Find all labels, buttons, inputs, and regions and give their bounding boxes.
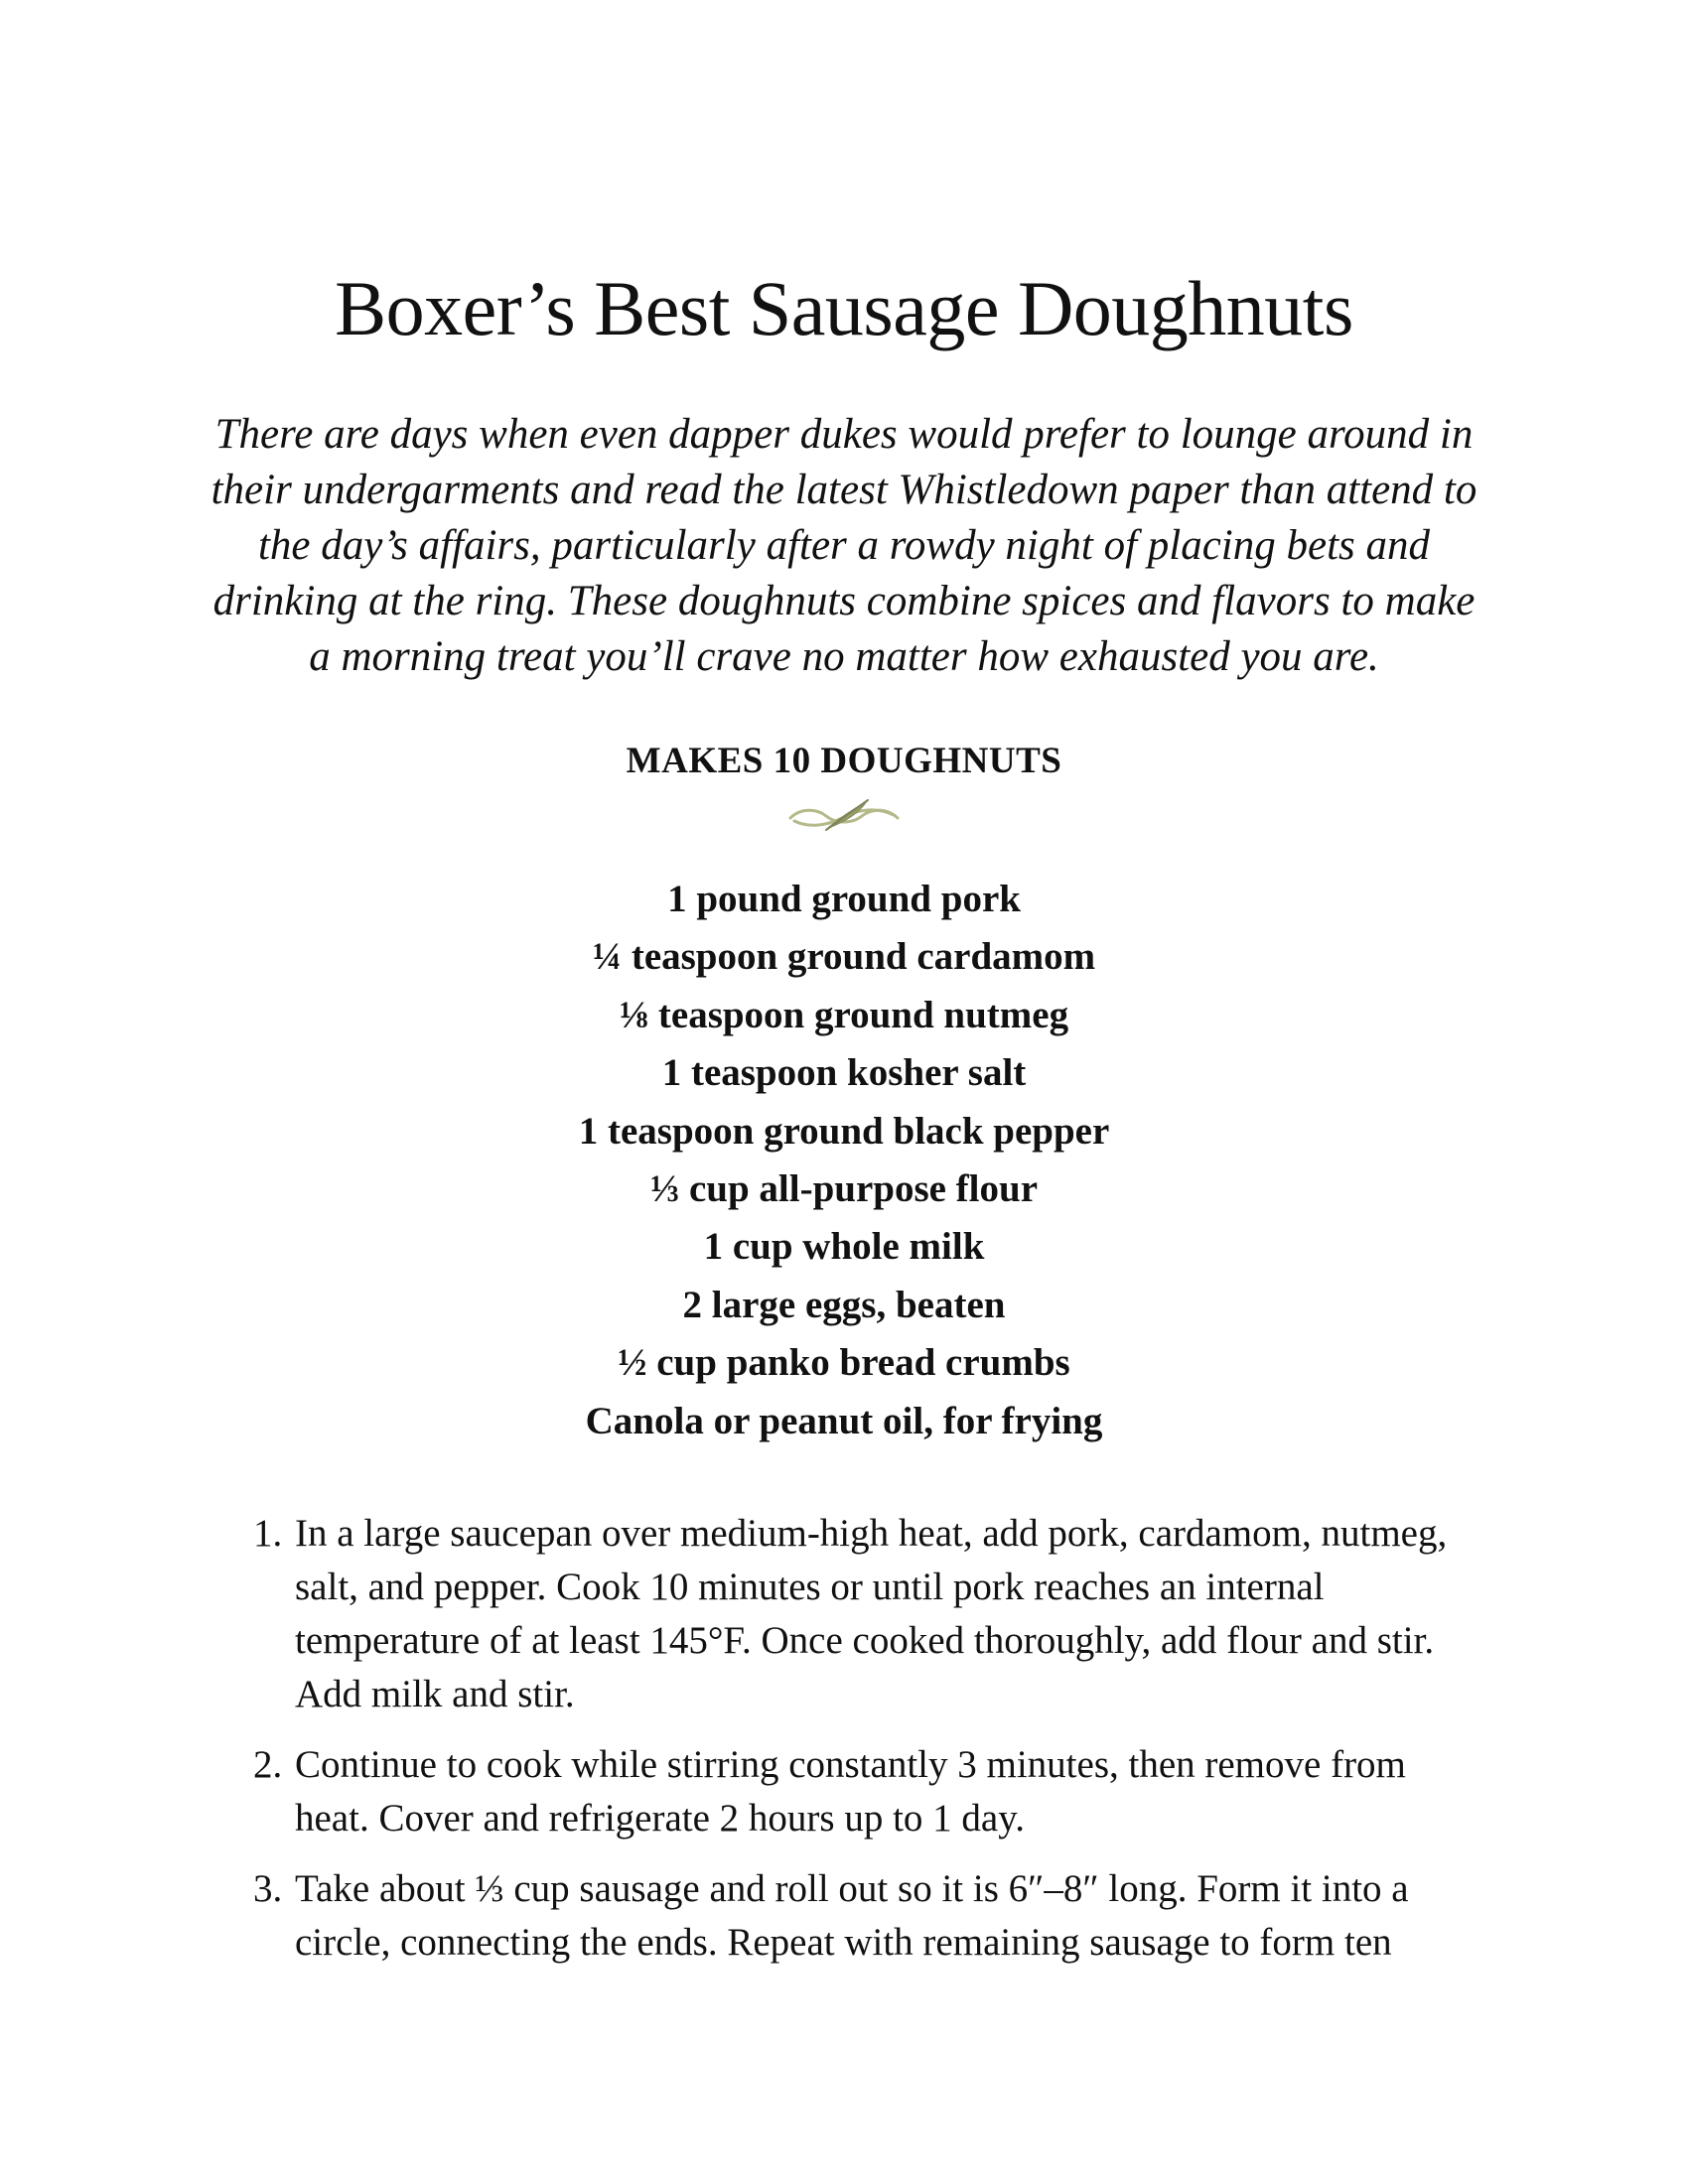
ingredient-item: ½ cup panko bread crumbs — [618, 1341, 1070, 1385]
step-text: Continue to cook while stirring constantly 3 minutes, then remove from heat. Cover and refrigerate 2 hours up to 1 day. — [295, 1743, 1406, 1840]
ingredient-item: 1 teaspoon kosher salt — [661, 1051, 1027, 1095]
step-text: Take about ⅓ cup sausage and roll out so it is 6″–8″ long. Form it into a circle, connecting the ends. Repeat with remaining sausage to form ten — [295, 1867, 1409, 1964]
instruction-step — [253, 1738, 1475, 1845]
recipe-title: Boxer’s Best Sausage Doughnuts — [335, 265, 1353, 351]
step-number: 3. — [253, 1867, 283, 1910]
step-number: 1. — [253, 1512, 283, 1555]
ingredient-item: ⅛ teaspoon ground nutmeg — [619, 993, 1069, 1036]
recipe-yield: MAKES 10 DOUGHNUTS — [626, 741, 1062, 781]
step-text: In a large saucepan over medium-high heat, add pork, cardamom, nutmeg, salt, and pepper. Cook 10 minutes or until pork reaches an internal temperature of at least 145°F. Once cooked thoroughly, add flour and stir. Add milk and stir. — [295, 1512, 1448, 1715]
instruction-step — [253, 1507, 1475, 1721]
step-number: 2. — [253, 1743, 283, 1786]
instruction-step — [253, 1862, 1475, 1970]
ingredient-item: Canola or peanut oil, for frying — [585, 1399, 1103, 1442]
ingredient-item: ¼ teaspoon ground cardamom — [592, 935, 1096, 979]
recipe-intro: There are days when even dapper dukes would prefer to lounge around in their undergarments and read the latest Whistledown paper than attend to the day’s affairs, particularly after a rowdy night of placing bets and drinking at the ring. These doughnuts combine spices and flavors to make a morning treat you’ll crave no matter how exhausted you are. — [211, 411, 1477, 680]
instruction-list — [253, 1507, 1475, 1986]
ingredient-list — [0, 871, 1688, 1450]
ingredient-item: 1 cup whole milk — [703, 1225, 985, 1269]
ingredient-item: ⅓ cup all-purpose flour — [649, 1166, 1039, 1210]
ingredient-item: 1 pound ground pork — [667, 878, 1021, 920]
ingredient-item: 2 large eggs, beaten — [682, 1283, 1006, 1326]
leaf-flourish-icon — [786, 794, 902, 840]
ingredient-item: 1 teaspoon ground black pepper — [578, 1109, 1110, 1153]
